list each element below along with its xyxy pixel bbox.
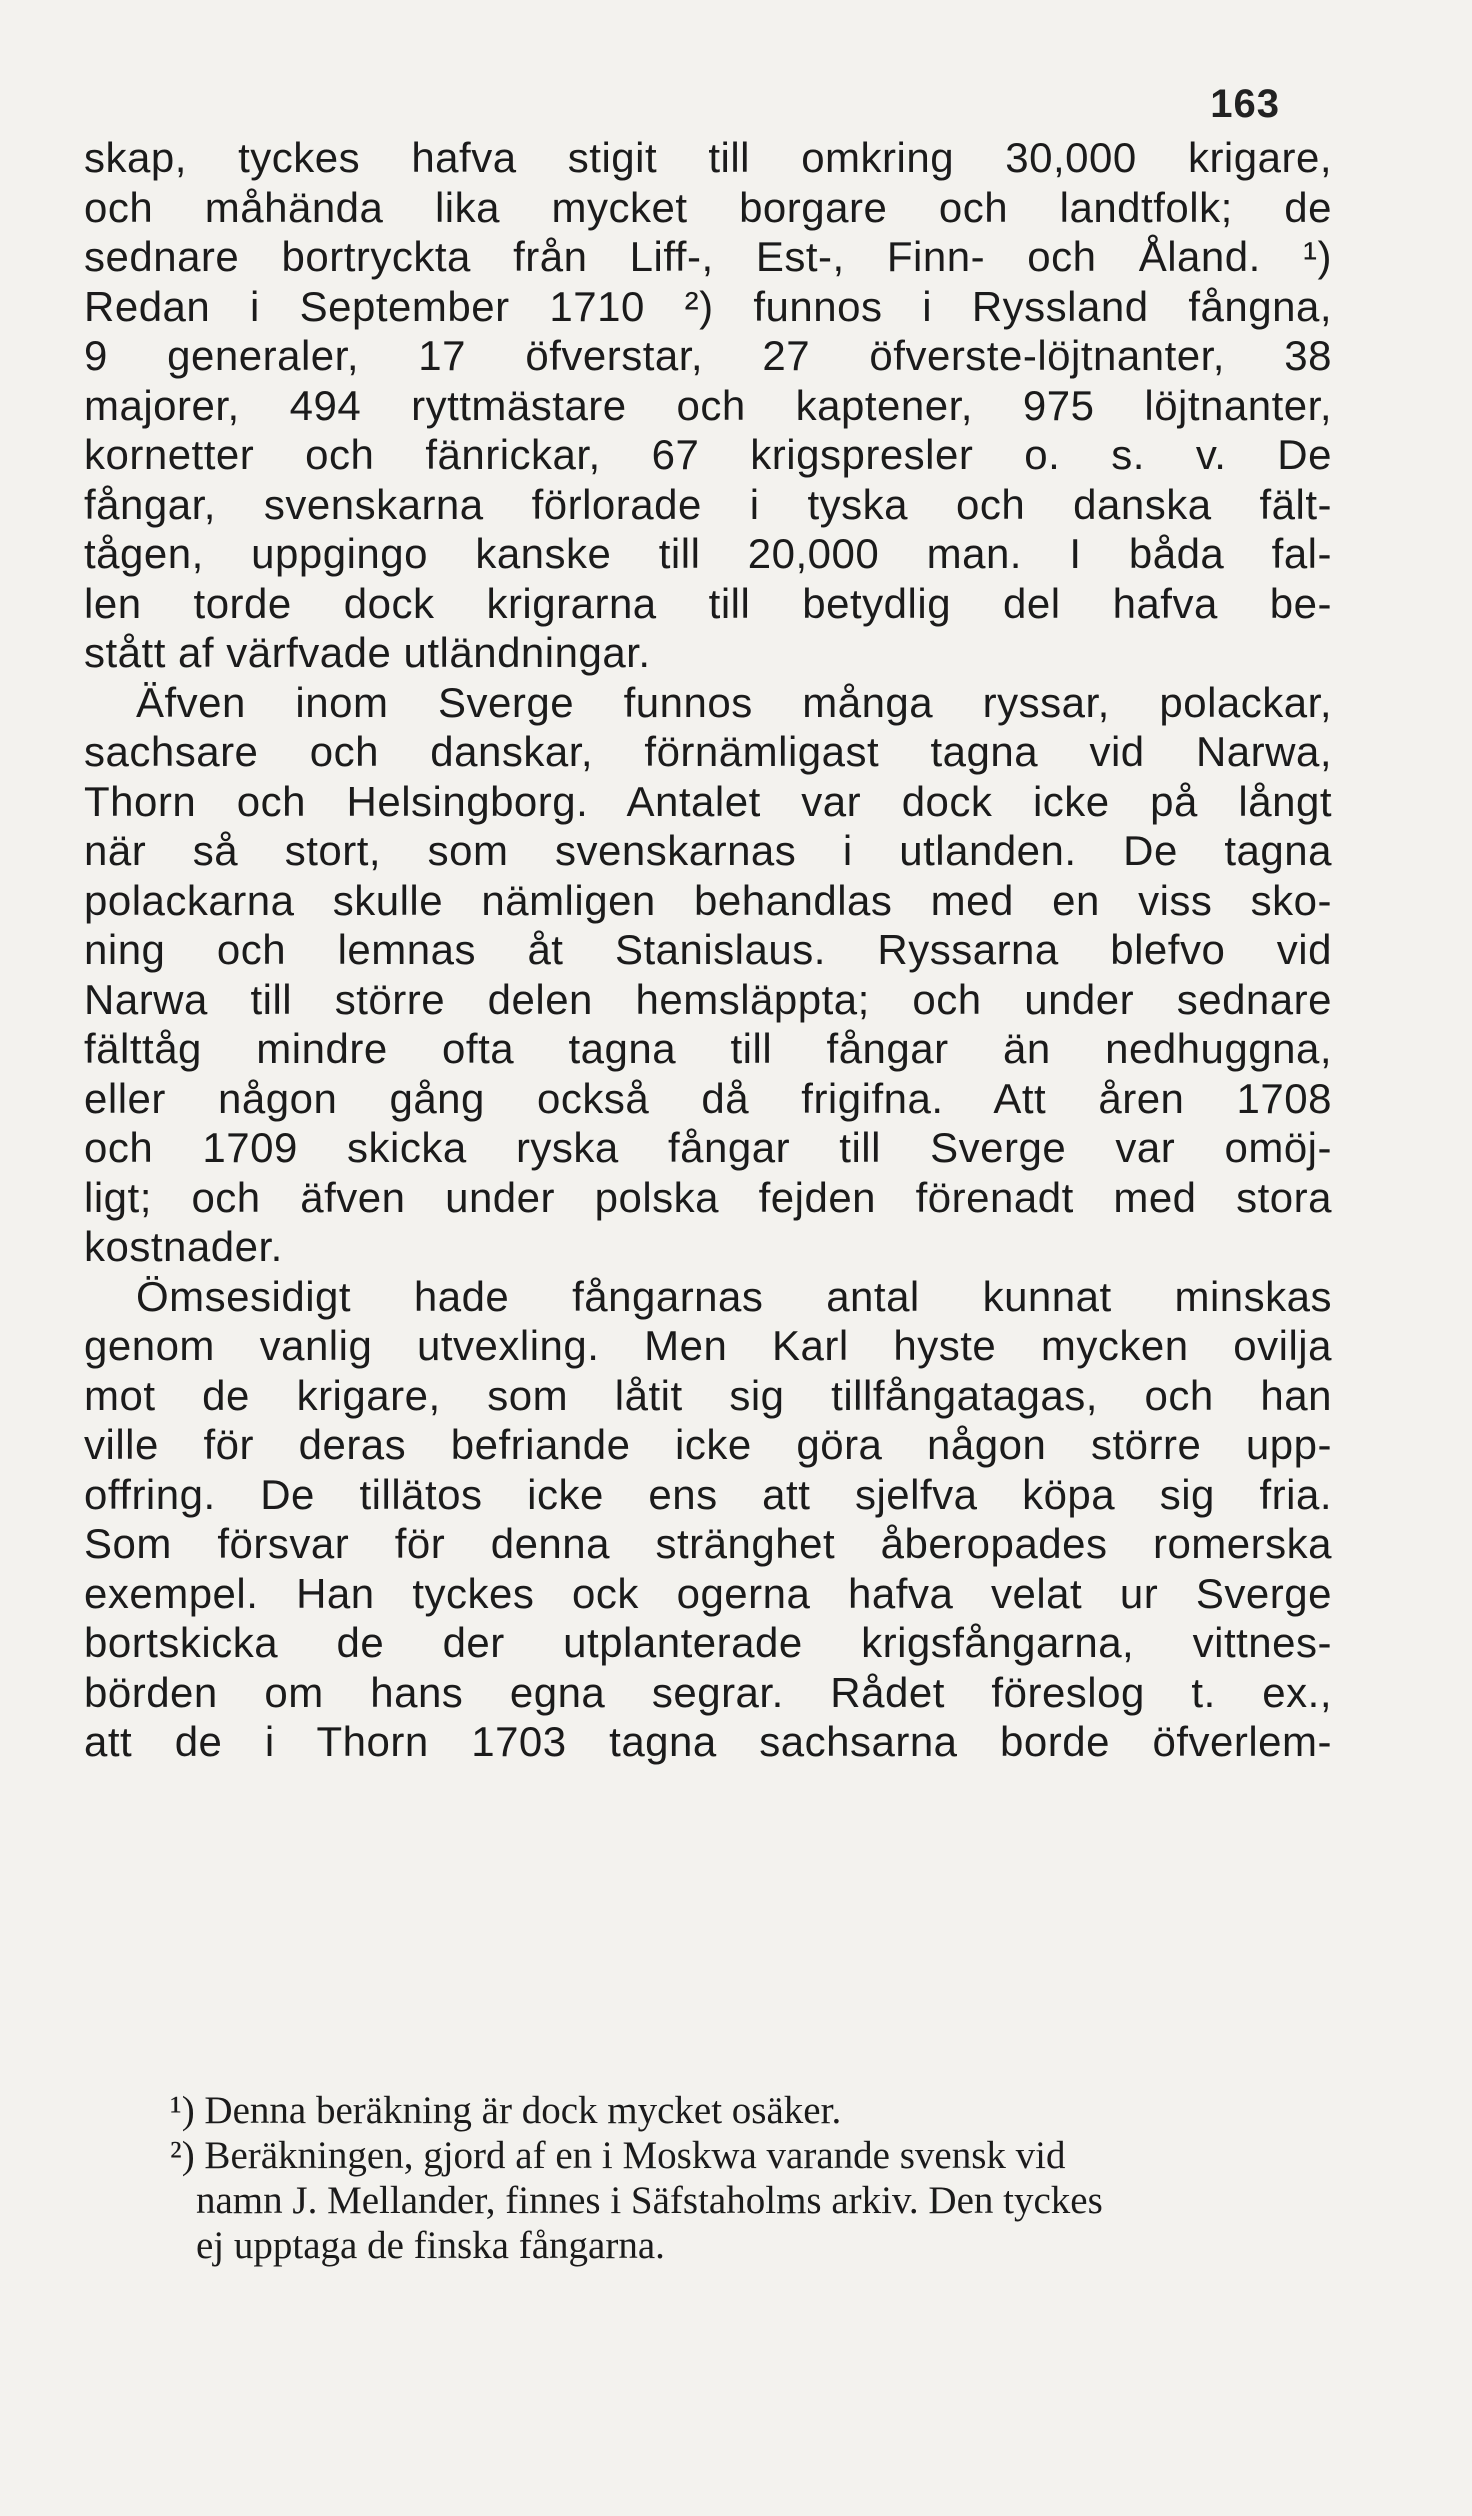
text-line: eller någon gång också då frigifna. Att åren 1708: [84, 1074, 1332, 1122]
text-line: fälttåg mindre ofta tagna till fångar än nedhuggna,: [84, 1025, 1332, 1072]
text-line: tågen, uppgingo kanske till 20,000 man. I båda fal-: [84, 530, 1332, 577]
text-line: sednare bortryckta från Liff-, Est-, Finn- och Åland. ¹): [84, 233, 1332, 280]
text-line: len torde dock krigrarna till betydlig del hafva be-: [84, 579, 1332, 627]
text-line: exempel. Han tyckes ock ogerna hafva velat ur Sverge: [84, 1569, 1332, 1617]
text-line: 9 generaler, 17 öfverstar, 27 öfverste-löjtnanter, 38: [84, 332, 1332, 379]
text-line: stått af värfvade utländningar.: [84, 629, 651, 676]
footnote-1: ¹) Denna beräkning är dock mycket osäker.: [170, 2089, 842, 2132]
text-line: ville för deras befriande icke göra någon större upp-: [84, 1421, 1332, 1468]
body-text: [84, 133, 1332, 1767]
page-number: 163: [1210, 82, 1280, 126]
text-line: skap, tyckes hafva stigit till omkring 30,000 krigare,: [84, 134, 1332, 181]
text-line: sachsare och danskar, förnämligast tagna vid Narwa,: [84, 728, 1332, 775]
text-line: Som försvar för denna stränghet åberopades romerska: [84, 1520, 1332, 1567]
text-line: bortskicka de der utplanterade krigsfångarna, vittnes-: [84, 1619, 1332, 1666]
text-line: Äfven inom Sverge funnos många ryssar, polackar,: [136, 678, 1332, 726]
text-line: polackarna skulle nämligen behandlas med en viss sko-: [84, 876, 1332, 924]
text-line: och 1709 skicka ryska fångar till Sverge var omöj-: [84, 1124, 1332, 1171]
footnote-2-continuation: namn J. Mellander, finnes i Säfstaholms arkiv. Den tyckes: [196, 2179, 1103, 2222]
text-line: kornetter och fänrickar, 67 krigspresler o. s. v. De: [84, 431, 1332, 478]
footnotes: [170, 2088, 1330, 2268]
text-line: majorer, 494 ryttmästare och kaptener, 975 löjtnanter,: [84, 381, 1332, 429]
text-line: Ömsesidigt hade fångarnas antal kunnat minskas: [136, 1272, 1332, 1320]
text-line: Redan i September 1710 ²) funnos i Ryssland fångna,: [84, 282, 1332, 330]
footnote-2: ²) Beräkningen, gjord af en i Moskwa varande svensk vid: [170, 2134, 1066, 2177]
text-line: kostnader.: [84, 1223, 283, 1270]
text-line: mot de krigare, som låtit sig tillfångatagas, och han: [84, 1371, 1332, 1419]
text-line: ligt; och äfven under polska fejden förenadt med stora: [84, 1173, 1332, 1221]
text-line: genom vanlig utvexling. Men Karl hyste mycken ovilja: [84, 1322, 1332, 1369]
text-line: att de i Thorn 1703 tagna sachsarna borde öfverlem-: [84, 1718, 1332, 1765]
footnote-2-continuation: ej upptaga de finska fångarna.: [196, 2224, 665, 2267]
text-line: Thorn och Helsingborg. Antalet var dock icke på långt: [84, 777, 1332, 825]
text-line: fångar, svenskarna förlorade i tyska och danska fält-: [84, 480, 1332, 528]
text-line: när så stort, som svenskarnas i utlanden. De tagna: [84, 827, 1332, 874]
text-line: börden om hans egna segrar. Rådet föreslog t. ex.,: [84, 1668, 1332, 1716]
text-line: Narwa till större delen hemsläppta; och under sednare: [84, 975, 1332, 1023]
text-line: och måhända lika mycket borgare och landtfolk; de: [84, 183, 1332, 231]
text-line: ning och lemnas åt Stanislaus. Ryssarna blefvo vid: [84, 926, 1332, 973]
text-line: offring. De tillätos icke ens att sjelfva köpa sig fria.: [84, 1470, 1332, 1518]
